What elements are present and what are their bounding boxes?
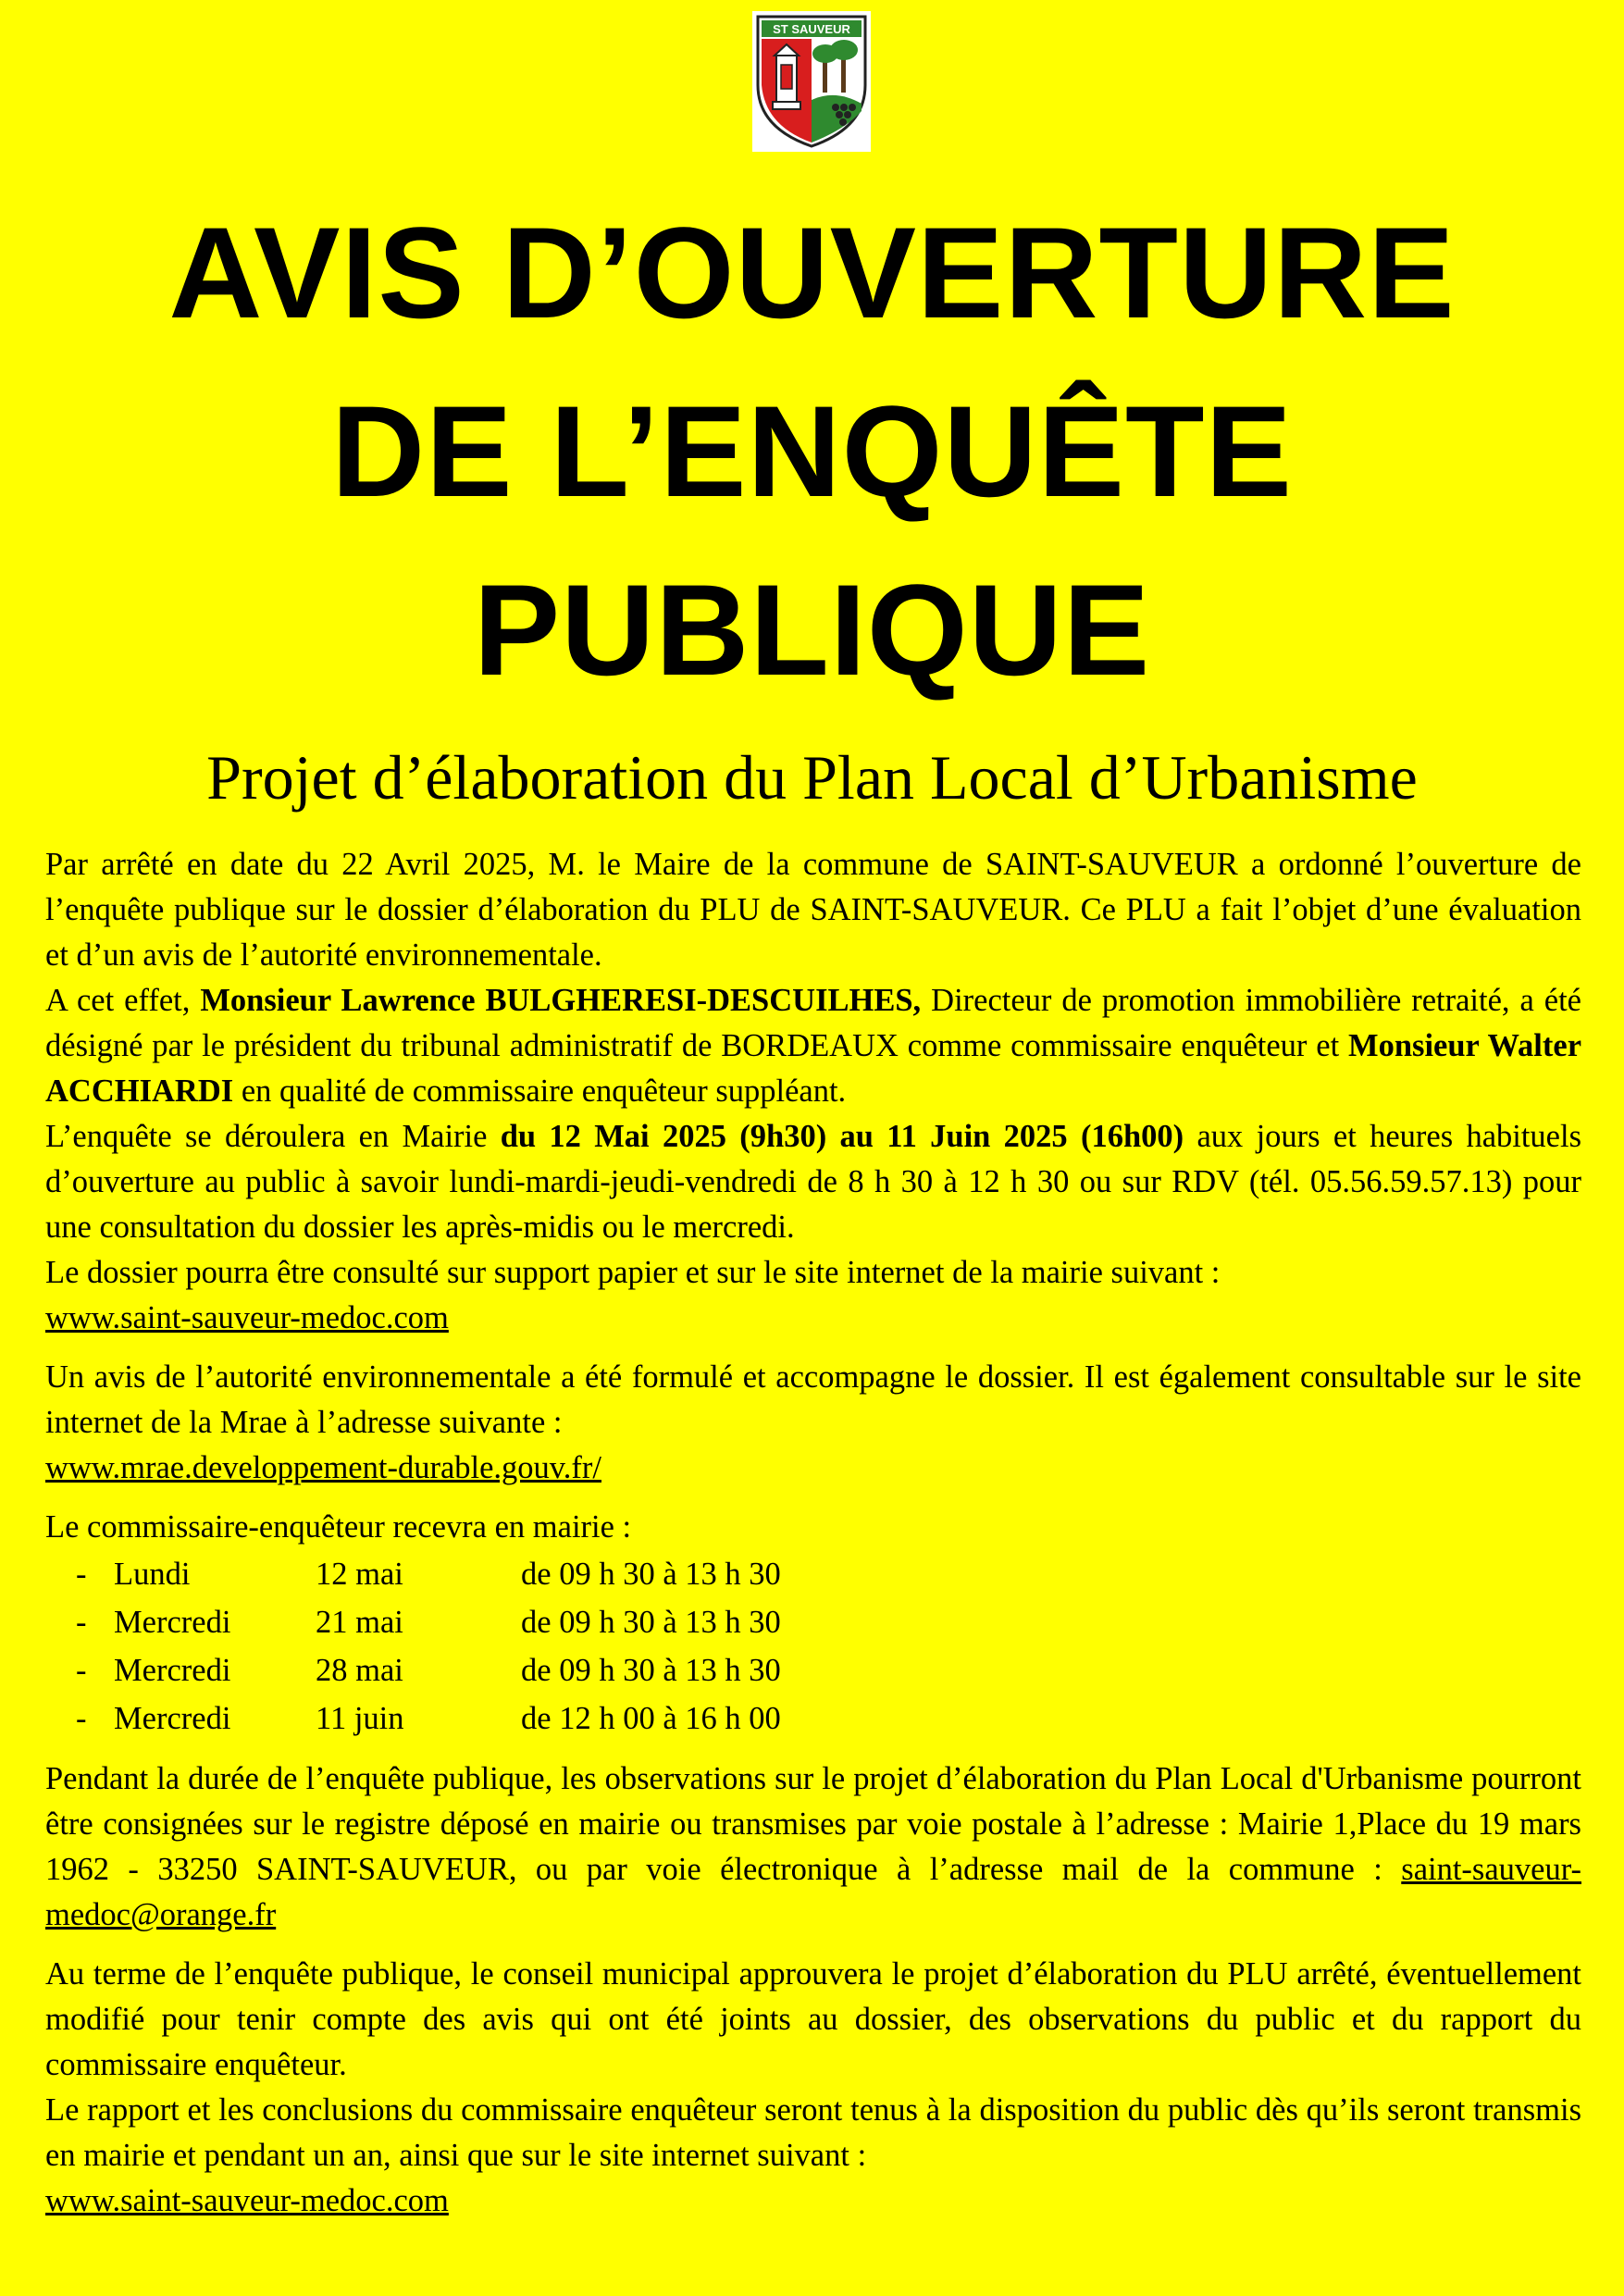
schedule-dash: - [76,1556,87,1592]
schedule-hours: de 09 h 30 à 13 h 30 [521,1652,781,1688]
p3-text: Pendant la durée de l’enquête publique, les observations sur le projet d’élaboration du Plan Local d'Urbanisme pourront être consignées sur le registre déposé en mairie ou transmises par voie postale à l’adresse : Mairie 1,Place du 19 mars 1962 - 33250 SAINT-SAUVEUR, ou par voie électronique à l’adresse mail de la commune : [45,1761,1581,1887]
paragraph-arrete [45,842,1581,1341]
schedule-row [45,1598,781,1646]
enquiry-dates: du 12 Mai 2025 (9h30) au 11 Juin 2025 (16h00) [500,1119,1184,1154]
schedule-date: 21 mai [316,1604,403,1640]
schedule-date: 11 juin [316,1700,404,1736]
p1-text-2: A cet effet, [45,983,191,1018]
schedule-row [45,1646,781,1694]
commune-email-link[interactable]: saint-sauveur-medoc@orange.fr [45,1852,1582,1932]
p4-text-2: Le rapport et les conclusions du commissaire enquêteur seront tenus à la disposition du public dès qu’ils seront transmis en mairie et pendant un an, ainsi que sur le site internet suivant : [45,2092,1581,2173]
p2-text: Un avis de l’autorité environnementale a été formulé et accompagne le dossier. Il est également consultable sur le site internet de la Mrae à l’adresse suivante : [45,1359,1581,1440]
title-line-2: DE L’ENQUÊTE [331,379,1293,524]
schedule-day: Mercredi [114,1700,231,1736]
schedule-date: 12 mai [316,1556,403,1592]
schedule-date: 28 mai [316,1652,403,1688]
mrae-website-link[interactable]: www.mrae.developpement-durable.gouv.fr/ [45,1450,601,1485]
schedule-hours: de 09 h 30 à 13 h 30 [521,1556,781,1592]
schedule-dash: - [76,1700,87,1736]
schedule-table [45,1550,781,1743]
title-line-1: AVIS D’OUVERTURE [168,200,1456,345]
schedule-dash: - [76,1652,87,1688]
mairie-website-link[interactable]: www.saint-sauveur-medoc.com [45,1300,449,1335]
paragraph-conclusion [45,1952,1581,2224]
crest-icon [752,11,871,152]
p1-text-4: en qualité de commissaire enquêteur suppléant. [241,1074,847,1109]
schedule-row [45,1694,781,1743]
schedule-day: Mercredi [114,1652,231,1688]
paragraph-observations [45,1756,1581,1938]
p1-text-3: Directeur de promotion immobilière retraité, a été désigné par le président du tribunal administratif de BORDEAUX comme commissaire enquêteur et [45,983,1581,1063]
municipal-crest-logo [752,11,871,152]
notice-title [0,183,1624,719]
final-website-link[interactable]: www.saint-sauveur-medoc.com [45,2183,449,2218]
p4-text-1: Au terme de l’enquête publique, le conseil municipal approuvera le projet d’élaboration du PLU arrêté, éventuellement modifié pour tenir compte des avis qui ont été joints au dossier, des observations du public et du rapport du commissaire enquêteur. [45,1956,1581,2082]
notice-body [45,842,1581,2224]
schedule-day: Mercredi [114,1604,231,1640]
p1-text-1: Par arrêté en date du 22 Avril 2025, M. le Maire de la commune de SAINT-SAUVEUR a ordonné l’ouverture de l’enquête publique sur le dossier d’élaboration du PLU de SAINT-SAUVEUR. Ce PLU a fait l’objet d’une évaluation et d’un avis de l’autorité environnementale. [45,847,1581,973]
p1-text-5: L’enquête se déroulera en Mairie [45,1119,488,1154]
p1-text-6: aux jours et heures habituels d’ouverture au public à savoir lundi-mardi-jeudi-vendredi de 8 h 30 à 12 h 30 ou sur RDV (tél. 05.56.59.57.13) pour une consultation du dossier les après-midis ou le mercredi. [45,1119,1582,1245]
crest-label: ST SAUVEUR [773,22,850,36]
schedule-hours: de 12 h 00 à 16 h 00 [521,1700,781,1736]
notice-subtitle: Projet d’élaboration du Plan Local d’Urbanisme [206,742,1418,813]
title-line-3: PUBLIQUE [473,557,1151,702]
schedule-intro: Le commissaire-enquêteur recevra en mairie : [45,1509,632,1545]
commissioner-name: Monsieur Lawrence BULGHERESI-DESCUILHES, [200,983,922,1018]
paragraph-mrae [45,1355,1581,1491]
schedule-day: Lundi [114,1556,191,1592]
schedule-hours: de 09 h 30 à 13 h 30 [521,1604,781,1640]
p1-text-7: Le dossier pourra être consulté sur support papier et sur le site internet de la mairie suivant : [45,1255,1221,1290]
schedule-dash: - [76,1604,87,1640]
schedule-row [45,1550,781,1598]
deputy-commissioner-name: Monsieur Walter ACCHIARDI [45,1028,1582,1109]
